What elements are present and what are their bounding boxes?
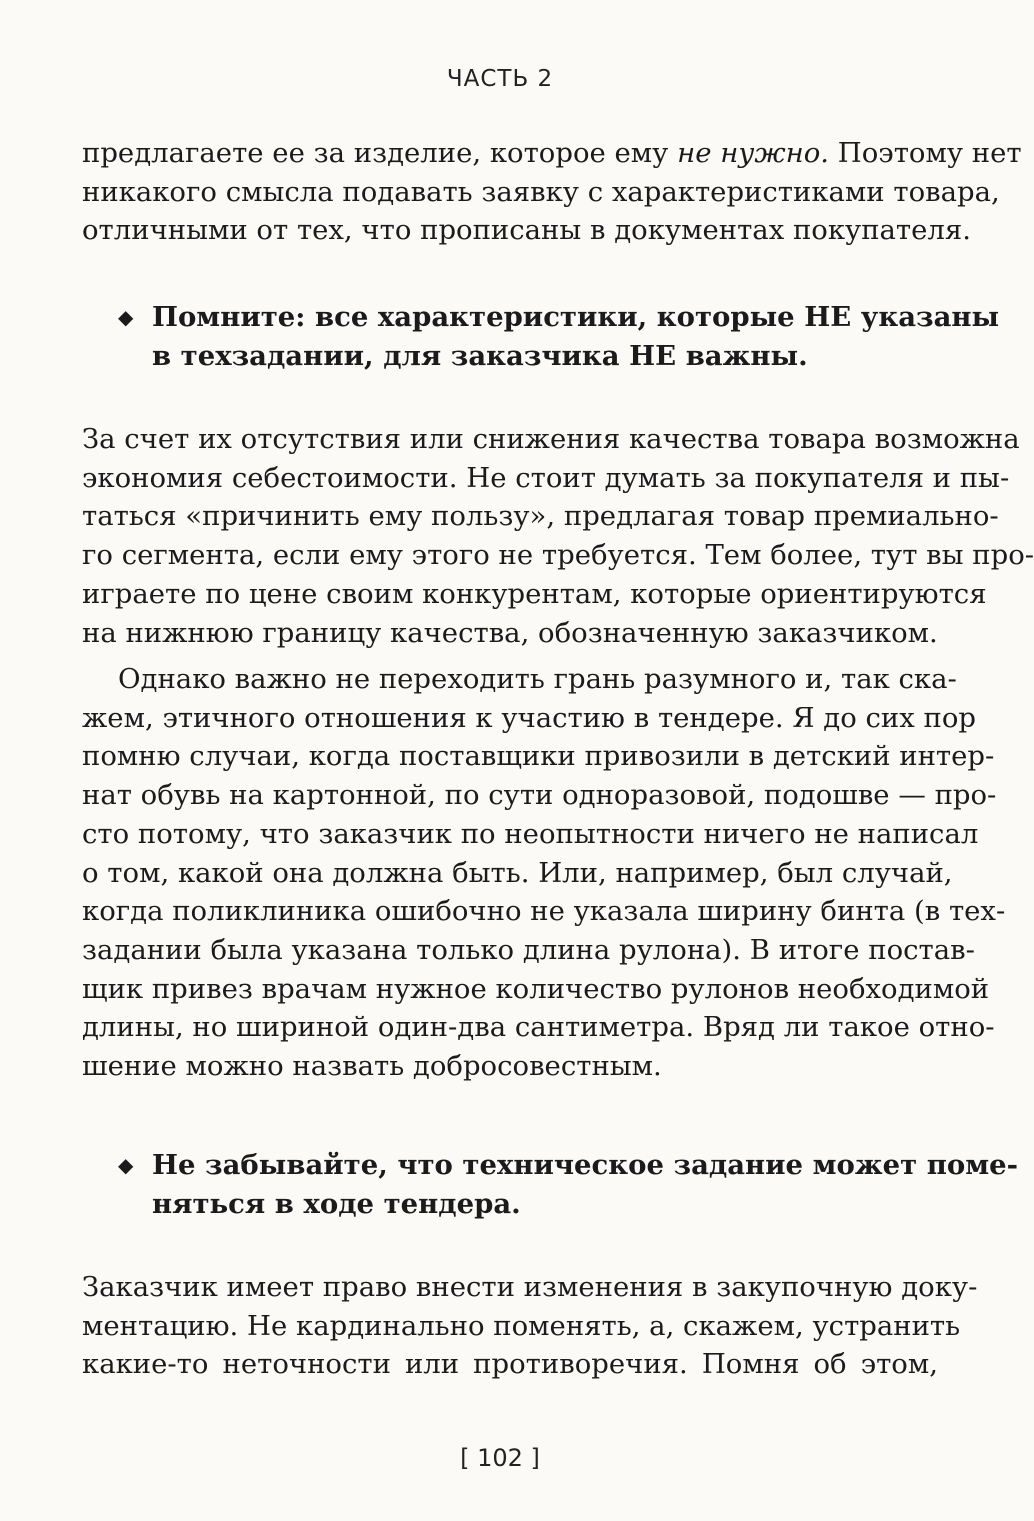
paragraph-3 xyxy=(82,660,1006,1086)
paragraph-line: на нижнюю границу качества, обозначенную заказчиком. xyxy=(82,616,938,649)
diamond-bullet-icon: ◆ xyxy=(118,1153,134,1177)
bullet-point-1 xyxy=(152,298,1000,375)
bullet-line: Помните: все характеристики, которые НЕ указаны xyxy=(152,301,1000,333)
paragraph-line: За счет их отсутствия или снижения качества товара возможна xyxy=(82,423,1020,455)
bullet-point-2 xyxy=(152,1146,1019,1223)
paragraph-line: Заказчик имеет право внести изменения в закупочную доку- xyxy=(82,1271,978,1303)
paragraph-4 xyxy=(82,1268,978,1384)
paragraph-line: таться «причинить ему пользу», предлагая товар премиально- xyxy=(82,500,999,533)
paragraph-line: Однако важно не переходить грань разумного и, так ска- xyxy=(118,663,957,695)
paragraph-line: какие-то неточности или противоречия. Помня об этом, xyxy=(82,1348,938,1381)
paragraph-line: о том, какой она должна быть. Или, например, был случай, xyxy=(82,856,953,889)
paragraph-line: нат обувь на картонной, по сути одноразовой, подошве — про- xyxy=(82,779,997,812)
paragraph-line: сто потому, что заказчик по неопытности ничего не написал xyxy=(82,817,979,850)
paragraph-line: задании была указана только длина рулона). В итоге постав- xyxy=(82,933,975,966)
paragraph-line: никакого смысла подавать заявку с характеристиками товара, xyxy=(82,175,1000,208)
paragraph-line: шение можно назвать добросовестным. xyxy=(82,1050,662,1083)
bullet-line: Не забывайте, что техническое задание может поме- xyxy=(152,1149,1019,1181)
page-number: [ 102 ] xyxy=(460,1444,540,1472)
paragraph-line: щик привез врачам нужное количество рулонов необходимой xyxy=(82,972,990,1005)
paragraph-line: жем, этичного отношения к участию в тендере. Я до сих пор xyxy=(82,701,976,734)
paragraph-line: длины, но шириной один-два сантиметра. Вряд ли такое отно- xyxy=(82,1011,995,1044)
paragraph-line: когда поликлиника ошибочно не указала ширину бинта (в тех- xyxy=(82,895,1006,928)
paragraph-line: играете по цене своим конкурентам, которые ориентируются xyxy=(82,577,987,610)
diamond-bullet-icon: ◆ xyxy=(118,305,134,329)
bullet-line: няться в ходе тендера. xyxy=(152,1187,521,1220)
running-header: ЧАСТЬ 2 xyxy=(446,66,554,92)
paragraph-line: го сегмента, если ему этого не требуется. Тем более, тут вы про- xyxy=(82,539,1034,572)
paragraph-line: экономия себестоимости. Не стоит думать за покупателя и пы- xyxy=(82,461,1010,494)
emphasis-text: не нужно. xyxy=(677,137,829,169)
paragraph-line: ментацию. Не кардинально поменять, а, скажем, устранить xyxy=(82,1309,961,1342)
paragraph-2 xyxy=(82,420,1034,652)
bullet-line: в техзадании, для заказчика НЕ важны. xyxy=(152,339,808,372)
paragraph-line: отличными от тех, что прописаны в документах покупателя. xyxy=(82,214,971,247)
paragraph-line: помню случаи, когда поставщики привозили в детский интер- xyxy=(82,740,995,773)
paragraph-1 xyxy=(82,134,1022,250)
paragraph-line: предлагаете ее за изделие, которое ему не нужно. Поэтому нет xyxy=(82,137,1022,169)
